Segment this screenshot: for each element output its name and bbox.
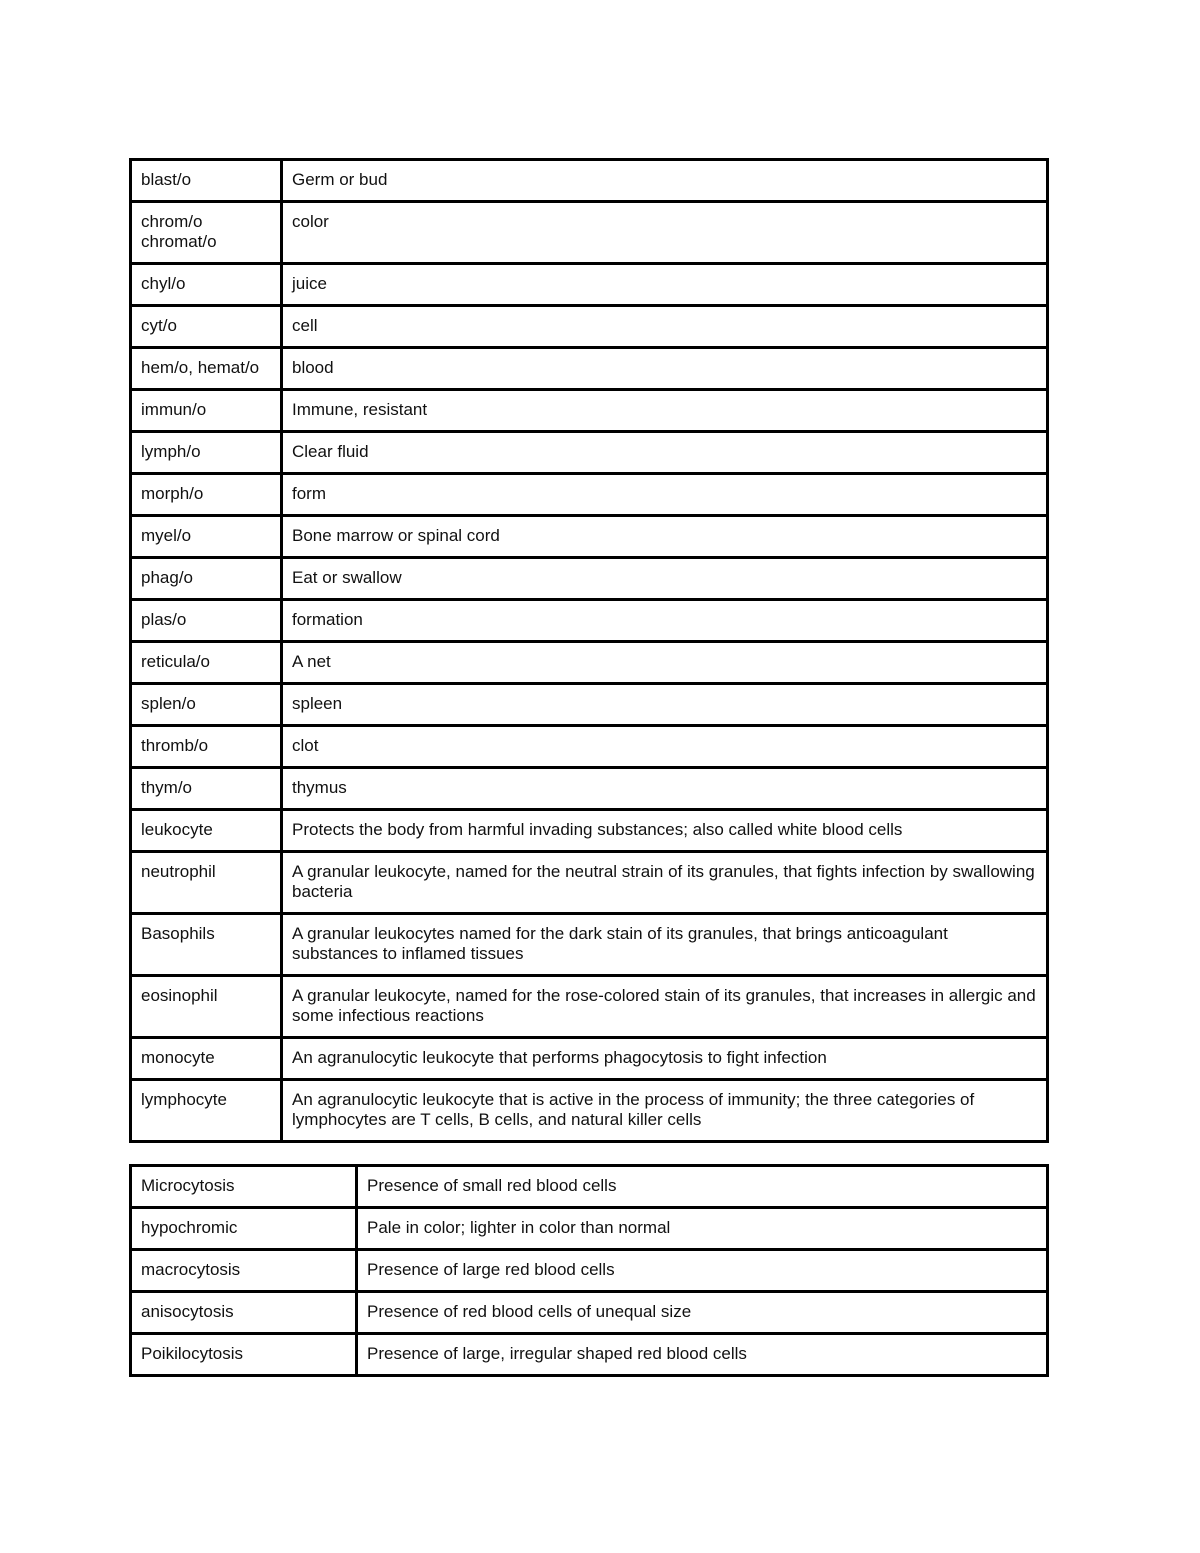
definition-cell: A granular leukocytes named for the dark stain of its granules, that brings anticoagulant substances to inflamed tissues xyxy=(282,914,1048,976)
table-row xyxy=(131,726,1048,768)
table-row xyxy=(131,1166,1048,1208)
table-row xyxy=(131,160,1048,202)
definition-cell: blood xyxy=(282,348,1048,390)
table-row xyxy=(131,1334,1048,1376)
definition-cell: cell xyxy=(282,306,1048,348)
definition-cell: Eat or swallow xyxy=(282,558,1048,600)
table-row xyxy=(131,976,1048,1038)
definition-cell: A granular leukocyte, named for the neutral strain of its granules, that fights infection by swallowing bacteria xyxy=(282,852,1048,914)
table-row xyxy=(131,390,1048,432)
definition-cell: Germ or bud xyxy=(282,160,1048,202)
definition-cell: juice xyxy=(282,264,1048,306)
definition-cell: formation xyxy=(282,600,1048,642)
term-cell: monocyte xyxy=(131,1038,282,1080)
table-row xyxy=(131,264,1048,306)
table-row xyxy=(131,1292,1048,1334)
term-cell: splen/o xyxy=(131,684,282,726)
definition-cell: A net xyxy=(282,642,1048,684)
table-row xyxy=(131,810,1048,852)
term-cell: chrom/o chromat/o xyxy=(131,202,282,264)
table-row xyxy=(131,516,1048,558)
definition-cell: thymus xyxy=(282,768,1048,810)
term-cell: morph/o xyxy=(131,474,282,516)
table-row xyxy=(131,768,1048,810)
table-row xyxy=(131,1208,1048,1250)
definition-cell: Bone marrow or spinal cord xyxy=(282,516,1048,558)
definition-cell: Protects the body from harmful invading substances; also called white blood cells xyxy=(282,810,1048,852)
term-cell: eosinophil xyxy=(131,976,282,1038)
term-cell: plas/o xyxy=(131,600,282,642)
table-row xyxy=(131,852,1048,914)
term-cell: lymphocyte xyxy=(131,1080,282,1142)
table-row xyxy=(131,202,1048,264)
definition-cell: color xyxy=(282,202,1048,264)
definition-cell: clot xyxy=(282,726,1048,768)
table-row xyxy=(131,914,1048,976)
definition-cell: A granular leukocyte, named for the rose-colored stain of its granules, that increases in allergic and some infectious reactions xyxy=(282,976,1048,1038)
term-cell: thym/o xyxy=(131,768,282,810)
term-cell: anisocytosis xyxy=(131,1292,357,1334)
term-cell: myel/o xyxy=(131,516,282,558)
term-cell: Microcytosis xyxy=(131,1166,357,1208)
word-parts-table xyxy=(129,158,1049,1143)
definition-cell: Presence of small red blood cells xyxy=(357,1166,1048,1208)
table-row xyxy=(131,600,1048,642)
blood-cell-conditions-table xyxy=(129,1164,1049,1377)
definition-cell: Presence of red blood cells of unequal size xyxy=(357,1292,1048,1334)
definition-cell: Pale in color; lighter in color than normal xyxy=(357,1208,1048,1250)
term-cell: blast/o xyxy=(131,160,282,202)
table-row xyxy=(131,1250,1048,1292)
definition-cell: Presence of large, irregular shaped red blood cells xyxy=(357,1334,1048,1376)
term-cell: lymph/o xyxy=(131,432,282,474)
table-row xyxy=(131,642,1048,684)
definition-cell: Presence of large red blood cells xyxy=(357,1250,1048,1292)
table-row xyxy=(131,474,1048,516)
table-row xyxy=(131,432,1048,474)
term-cell: hypochromic xyxy=(131,1208,357,1250)
table-row xyxy=(131,348,1048,390)
table-row xyxy=(131,684,1048,726)
table-row xyxy=(131,306,1048,348)
definition-cell: An agranulocytic leukocyte that is active in the process of immunity; the three categories of lymphocytes are T cells, B cells, and natural killer cells xyxy=(282,1080,1048,1142)
table-row xyxy=(131,558,1048,600)
term-cell: phag/o xyxy=(131,558,282,600)
definition-cell: An agranulocytic leukocyte that performs phagocytosis to fight infection xyxy=(282,1038,1048,1080)
term-cell: hem/o, hemat/o xyxy=(131,348,282,390)
term-cell: Poikilocytosis xyxy=(131,1334,357,1376)
term-cell: thromb/o xyxy=(131,726,282,768)
term-cell: macrocytosis xyxy=(131,1250,357,1292)
term-cell: leukocyte xyxy=(131,810,282,852)
term-cell: reticula/o xyxy=(131,642,282,684)
term-cell: immun/o xyxy=(131,390,282,432)
term-cell: chyl/o xyxy=(131,264,282,306)
table-row xyxy=(131,1080,1048,1142)
definition-cell: Clear fluid xyxy=(282,432,1048,474)
definition-cell: Immune, resistant xyxy=(282,390,1048,432)
term-cell: Basophils xyxy=(131,914,282,976)
term-cell: neutrophil xyxy=(131,852,282,914)
table-row xyxy=(131,1038,1048,1080)
definition-cell: form xyxy=(282,474,1048,516)
definition-cell: spleen xyxy=(282,684,1048,726)
term-cell: cyt/o xyxy=(131,306,282,348)
